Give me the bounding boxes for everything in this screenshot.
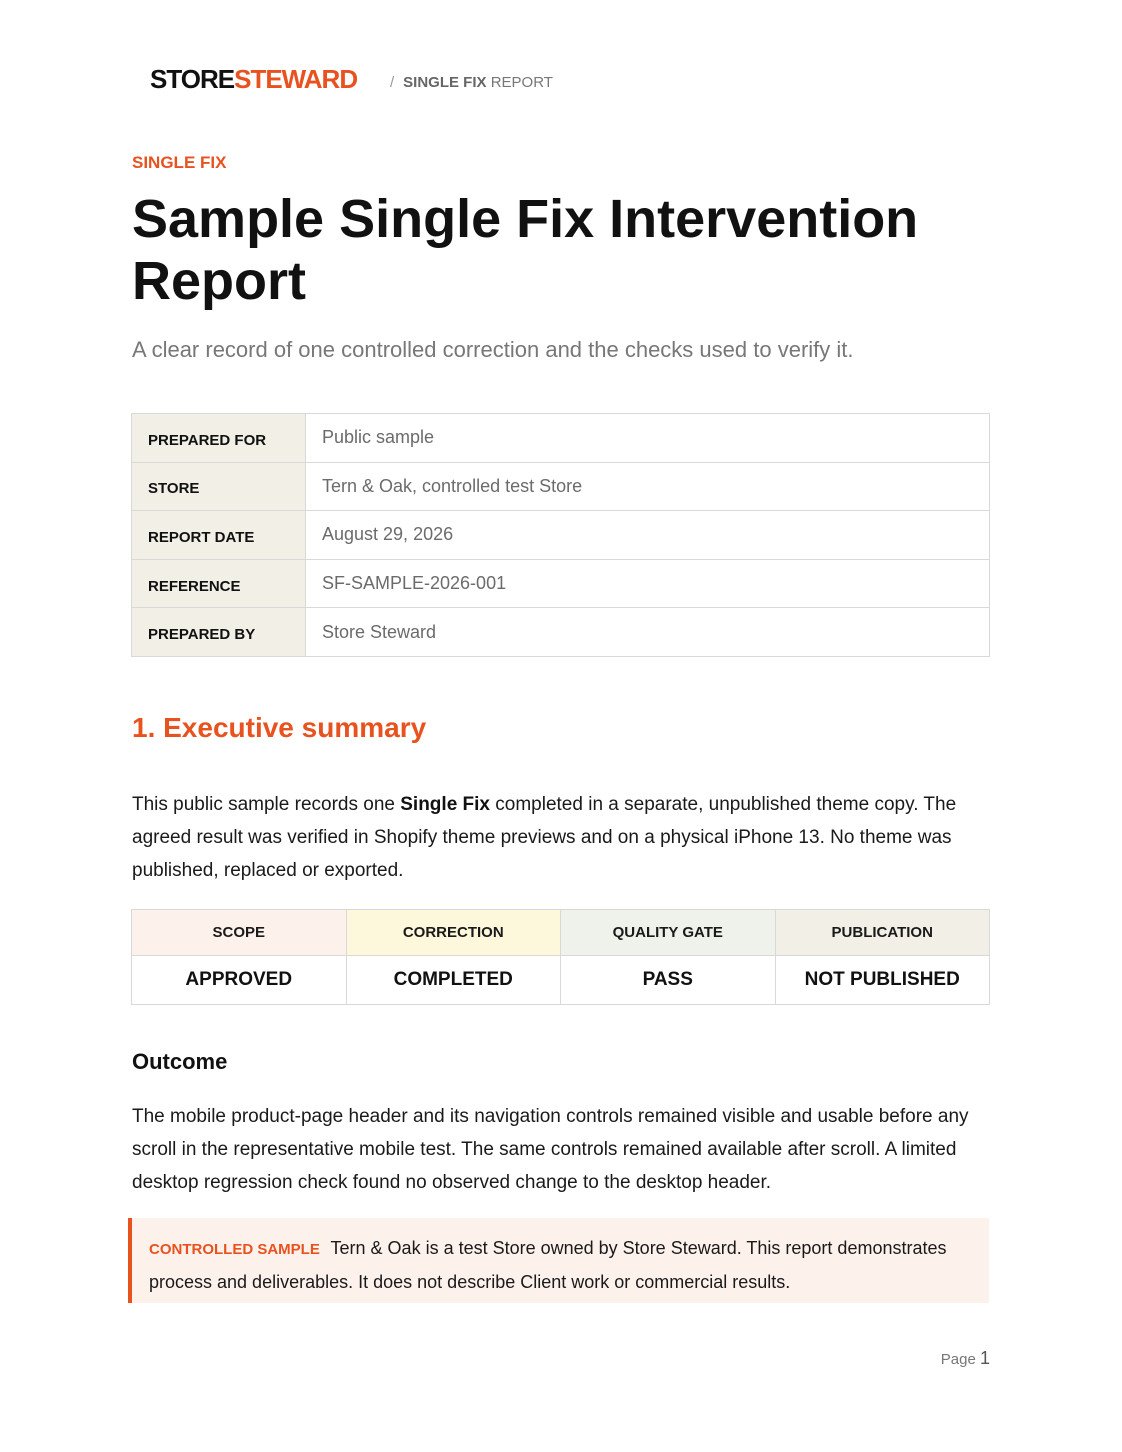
- page-label: Page: [940, 1351, 976, 1368]
- executive-summary-paragraph: [132, 788, 990, 887]
- status-value-quality-gate: PASS: [561, 956, 776, 1005]
- status-label-correction: CORRECTION: [346, 910, 561, 956]
- status-header-row: [132, 910, 990, 956]
- eyebrow-label: SINGLE FIX: [132, 153, 227, 172]
- report-meta-table: [131, 413, 990, 657]
- status-value-publication: NOT PUBLISHED: [775, 956, 990, 1005]
- logo-store: STORE: [150, 63, 235, 94]
- status-value-row: [132, 956, 990, 1005]
- meta-value: Store Steward: [306, 608, 990, 657]
- status-label-scope: SCOPE: [132, 910, 347, 956]
- status-value-scope: APPROVED: [132, 956, 347, 1005]
- outcome-paragraph: The mobile product-page header and its navigation controls remained visible and usable before any scroll in the representative mobile test. The same controls remained available after scroll. A limited desktop regression check found no observed change to the desktop header.: [132, 1106, 969, 1193]
- controlled-sample-callout: [128, 1218, 989, 1303]
- callout-tag: CONTROLLED SAMPLE: [149, 1241, 320, 1258]
- breadcrumb-rest: REPORT: [490, 74, 553, 91]
- status-label-publication: PUBLICATION: [775, 910, 990, 956]
- meta-row: [132, 511, 990, 560]
- status-value-correction: COMPLETED: [346, 956, 561, 1005]
- meta-row: [132, 462, 990, 511]
- meta-value: Public sample: [306, 414, 990, 463]
- meta-row: [132, 608, 990, 657]
- meta-key: PREPARED FOR: [132, 414, 306, 463]
- outcome-heading: Outcome: [132, 1049, 228, 1074]
- meta-value: August 29, 2026: [306, 511, 990, 560]
- summary-text-start: This public sample records one: [132, 794, 401, 815]
- brand-logo: [150, 62, 357, 96]
- meta-row: [132, 414, 990, 463]
- page-number-value: 1: [979, 1348, 990, 1368]
- page-title: Sample Single Fix Intervention Report: [132, 189, 919, 311]
- status-label-quality-gate: QUALITY GATE: [561, 910, 776, 956]
- meta-value: Tern & Oak, controlled test Store: [306, 462, 990, 511]
- callout-text: Tern & Oak is a test Store owned by Store Steward. This report demonstrates process and deliverables. It does not describe Client work or commercial results.: [149, 1238, 947, 1292]
- breadcrumb-bold: SINGLE FIX: [403, 74, 487, 91]
- meta-key: REPORT DATE: [132, 511, 306, 560]
- meta-key: STORE: [132, 462, 306, 511]
- summary-text-bold: Single Fix: [400, 794, 490, 815]
- status-table: [131, 909, 990, 1005]
- meta-value: SF-SAMPLE-2026-001: [306, 559, 990, 608]
- summary-text-end: completed in a separate, unpublished theme copy. The agreed result was verified in Shopify theme previews and on a physical iPhone 13. No theme was published, replaced or exported.: [132, 794, 957, 881]
- meta-row: [132, 559, 990, 608]
- logo-wordmark: [150, 64, 357, 95]
- page-subtitle: A clear record of one controlled correction and the checks used to verify it.: [132, 337, 854, 362]
- section-heading-executive-summary: 1. Executive summary: [132, 712, 427, 743]
- breadcrumb: [390, 74, 553, 91]
- meta-key: REFERENCE: [132, 559, 306, 608]
- page-number: [941, 1348, 990, 1369]
- meta-key: PREPARED BY: [132, 608, 306, 657]
- logo-steward: STEWARD: [234, 63, 358, 94]
- breadcrumb-separator: /: [390, 74, 395, 91]
